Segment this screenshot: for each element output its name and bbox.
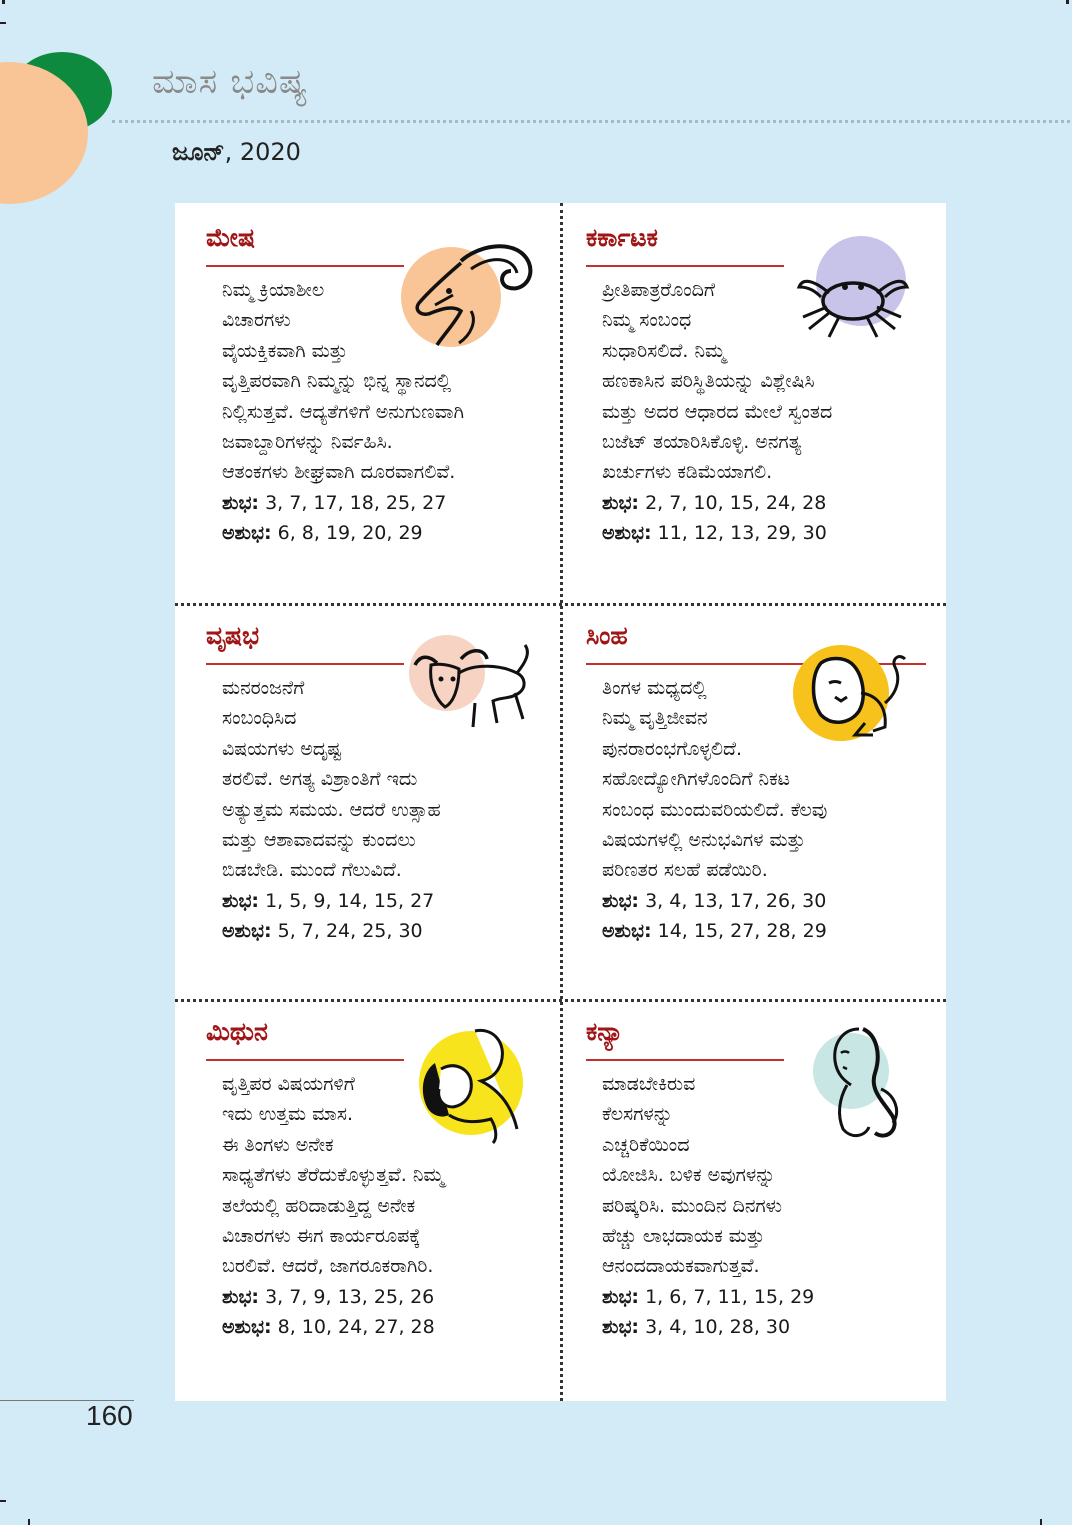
- description-line: ವಿಷಯಗಳಲ್ಲಿ ಅನುಭವಿಗಳ ಮತ್ತು: [602, 829, 806, 852]
- good-days-label: ಶುಭ:: [222, 491, 260, 514]
- description-line: ಮತ್ತು ಅದರ ಆಧಾರದ ಮೇಲೆ ಸ್ವಂತದ: [602, 400, 833, 423]
- sign-name-underline: [206, 265, 404, 267]
- description-line: ಪ್ರೀತಿಪಾತ್ರರೊಂದಿಗೆ: [602, 279, 715, 301]
- bad-days: [602, 518, 922, 548]
- sign-card-mithuna: [175, 997, 560, 1394]
- crop-mark: [1040, 1519, 1042, 1525]
- bad-days-label: ಅಶುಭ:: [222, 522, 272, 545]
- sign-description: [222, 673, 542, 947]
- crop-mark: [1066, 0, 1069, 4]
- description-line: ನಿಮ್ಮ ಸಂಬಂಧ: [602, 309, 692, 332]
- sign-name-underline: [586, 265, 784, 267]
- description-line: ಆನಂದದಾಯಕವಾಗುತ್ತವೆ.: [602, 1255, 760, 1278]
- bad-days-label: ಅಶುಭ:: [602, 920, 652, 943]
- good-days-label: ಶುಭ:: [222, 889, 260, 912]
- description-line: ತಲೆಯಲ್ಲಿ ಹರಿದಾಡುತ್ತಿದ್ದ ಅನೇಕ: [222, 1194, 416, 1217]
- crop-mark: [0, 22, 6, 24]
- bad-days: [222, 518, 542, 548]
- sign-name-underline: [206, 1059, 404, 1061]
- bad-days-label: ಶುಭ:: [602, 1316, 640, 1339]
- description-line: ಆತಂಕಗಳು ಶೀಘ್ರವಾಗಿ ದೂರವಾಗಲಿವೆ.: [222, 461, 456, 484]
- bad-days-values: 11, 12, 13, 29, 30: [657, 522, 827, 545]
- sign-description: [222, 275, 542, 549]
- description-line: ಸುಧಾರಿಸಲಿದೆ. ನಿಮ್ಮ: [602, 339, 726, 362]
- issue-year: 2020: [239, 138, 301, 166]
- bad-days-values: 14, 15, 27, 28, 29: [657, 920, 827, 943]
- bad-days-label: ಅಶುಭ:: [222, 920, 272, 943]
- description-line: ನಿಮ್ಮ ವೃತ್ತಿಜೀವನ: [602, 707, 708, 730]
- description-line: ಬಜೆಟ್ ತಯಾರಿಸಿಕೊಳ್ಳಿ. ಅನಗತ್ಯ: [602, 431, 802, 454]
- good-days: [602, 1282, 922, 1312]
- description-line: ಅತ್ಯುತ್ತಮ ಸಮಯ. ಆದರೆ ಉತ್ಸಾಹ: [222, 798, 441, 821]
- sign-card-vrishabha: [175, 601, 560, 998]
- page-number: 160: [86, 1400, 133, 1431]
- bad-days: [222, 1312, 542, 1342]
- good-days-label: ಶುಭ:: [602, 491, 640, 514]
- sign-card-kanya: [555, 997, 940, 1394]
- description-line: ಸಹೋದ್ಯೋಗಿಗಳೊಂದಿಗೆ ನಿಕಟ: [602, 768, 791, 791]
- description-line: ವೃತ್ತಿಪರವಾಗಿ ನಿಮ್ಮನ್ನು ಭಿನ್ನ ಸ್ಥಾನದಲ್ಲಿ: [222, 370, 452, 393]
- sign-name-underline: [586, 1059, 784, 1061]
- good-days-values: 3, 7, 17, 18, 25, 27: [265, 491, 447, 514]
- description-line: ತಿಂಗಳ ಮಧ್ಯದಲ್ಲಿ: [602, 677, 707, 699]
- bad-days: [602, 916, 922, 946]
- description-line: ಪರಿಣತರ ಸಲಹೆ ಪಡೆಯಿರಿ.: [602, 859, 768, 882]
- description-line: ಎಚ್ಚರಿಕೆಯಿಂದ: [602, 1133, 690, 1156]
- bad-days-values: 3, 4, 10, 28, 30: [645, 1316, 791, 1339]
- good-days: [222, 1282, 542, 1312]
- description-line: ಬರಲಿವೆ. ಆದರೆ, ಜಾಗರೂಕರಾಗಿರಿ.: [222, 1255, 434, 1278]
- description-line: ಹಣಕಾಸಿನ ಪರಿಸ್ಥಿತಿಯನ್ನು ವಿಶ್ಲೇಷಿಸಿ: [602, 370, 815, 393]
- description-line: ಖರ್ಚುಗಳು ಕಡಿಮೆಯಾಗಲಿ.: [602, 461, 773, 484]
- bad-days: [602, 1312, 922, 1342]
- good-days: [222, 886, 542, 916]
- crop-mark: [28, 1519, 30, 1525]
- sign-name-underline: [206, 663, 404, 665]
- header-divider: [112, 120, 1070, 123]
- description-line: ವಿಚಾರಗಳು: [222, 309, 291, 332]
- description-line: ವಿಚಾರಗಳು ಈಗ ಕಾರ್ಯರೂಪಕ್ಕೆ: [222, 1225, 421, 1248]
- crop-mark: [2, 0, 5, 4]
- good-days-values: 1, 6, 7, 11, 15, 29: [645, 1285, 815, 1308]
- good-days-label: ಶುಭ:: [222, 1285, 260, 1308]
- description-line: ಜವಾಬ್ದಾರಿಗಳನ್ನು ನಿರ್ವಹಿಸಿ.: [222, 431, 393, 454]
- sign-description: [222, 1069, 542, 1343]
- good-days: [222, 488, 542, 518]
- description-line: ಈ ತಿಂಗಳು ಅನೇಕ: [222, 1133, 334, 1156]
- description-line: ಪುನರಾರಂಭಗೊಳ್ಳಲಿದೆ.: [602, 737, 743, 760]
- good-days-values: 3, 7, 9, 13, 25, 26: [265, 1285, 435, 1308]
- sign-card-karkataka: [555, 203, 940, 600]
- description-line: ನಿಮ್ಮ ಕ್ರಿಯಾಶೀಲ: [222, 279, 325, 301]
- description-line: ಇದು ಉತ್ತಮ ಮಾಸ.: [222, 1103, 353, 1126]
- description-line: ನಿಲ್ಲಿಸುತ್ತವೆ. ಆದ್ಯತೆಗಳಿಗೆ ಅನುಗುಣವಾಗಿ: [222, 400, 464, 423]
- bad-days-values: 8, 10, 24, 27, 28: [277, 1316, 435, 1339]
- good-days-label: ಶುಭ:: [602, 889, 640, 912]
- description-line: ಕೆಲಸಗಳನ್ನು: [602, 1103, 673, 1126]
- issue-date: [172, 138, 301, 166]
- good-days-values: 2, 7, 10, 15, 24, 28: [645, 491, 827, 514]
- sign-name: ಕರ್ಕಾಟಕ: [586, 223, 658, 252]
- sign-name: ವೃಷಭ: [206, 621, 260, 650]
- description-line: ತರಲಿವೆ. ಅಗತ್ಯ ವಿಶ್ರಾಂತಿಗೆ ಇದು: [222, 768, 418, 791]
- sign-description: [602, 673, 922, 947]
- sign-name: ಮಿಥುನ: [206, 1017, 268, 1046]
- good-days-label: ಶುಭ:: [602, 1285, 640, 1308]
- date-separator: ,: [224, 138, 240, 166]
- bad-days-label: ಅಶುಭ:: [602, 522, 652, 545]
- description-line: ಹೆಚ್ಚು ಲಾಭದಾಯಕ ಮತ್ತು: [602, 1225, 765, 1248]
- sign-name: ಮೇಷ: [206, 223, 255, 252]
- sign-card-mesha: [175, 203, 560, 600]
- good-days-values: 1, 5, 9, 14, 15, 27: [265, 889, 435, 912]
- good-days: [602, 488, 922, 518]
- bad-days: [222, 916, 542, 946]
- crop-mark: [0, 1500, 6, 1502]
- description-line: ಸಂಬಂಧ ಮುಂದುವರಿಯಲಿದೆ. ಕೆಲವು: [602, 798, 828, 821]
- horoscope-panel: [175, 203, 946, 1401]
- description-line: ಪರಿಷ್ಕರಿಸಿ. ಮುಂದಿನ ದಿನಗಳು: [602, 1194, 783, 1217]
- bad-days-values: 6, 8, 19, 20, 29: [277, 522, 423, 545]
- description-line: ಬಿಡಬೇಡಿ. ಮುಂದೆ ಗೆಲುವಿದೆ.: [222, 859, 402, 882]
- sign-name: ಸಿಂಹ: [586, 621, 628, 650]
- sign-description: [602, 1069, 922, 1343]
- description-line: ಯೋಜಿಸಿ. ಬಳಿಕ ಅವುಗಳನ್ನು: [602, 1164, 776, 1187]
- sign-name: ಕನ್ಯಾ: [586, 1017, 624, 1046]
- description-line: ಸಂಬಂಧಿಸಿದ: [222, 707, 297, 730]
- description-line: ಮತ್ತು ಆಶಾವಾದವನ್ನು ಕುಂದಲು: [222, 829, 416, 852]
- bad-days-label: ಅಶುಭ:: [222, 1316, 272, 1339]
- description-line: ಸಾಧ್ಯತೆಗಳು ತೆರೆದುಕೊಳ್ಳುತ್ತವೆ. ನಿಮ್ಮ: [222, 1164, 445, 1187]
- page-title: ಮಾಸ ಭವಿಷ್ಯ: [152, 62, 309, 102]
- description-line: ವಿಷಯಗಳು ಅದೃಷ್ಟ: [222, 737, 342, 760]
- description-line: ಮಾಡಬೇಕಿರುವ: [602, 1073, 696, 1095]
- description-line: ವೃತ್ತಿಪರ ವಿಷಯಗಳಿಗೆ: [222, 1073, 355, 1095]
- issue-month: ಜೂನ್: [172, 138, 225, 166]
- bad-days-values: 5, 7, 24, 25, 30: [277, 920, 423, 943]
- good-days-values: 3, 4, 13, 17, 26, 30: [645, 889, 827, 912]
- sign-card-simha: [555, 601, 940, 998]
- sign-description: [602, 275, 922, 549]
- description-line: ವೈಯಕ್ತಿಕವಾಗಿ ಮತ್ತು: [222, 339, 348, 362]
- good-days: [602, 886, 922, 916]
- description-line: ಮನರಂಜನೆಗೆ: [222, 677, 305, 699]
